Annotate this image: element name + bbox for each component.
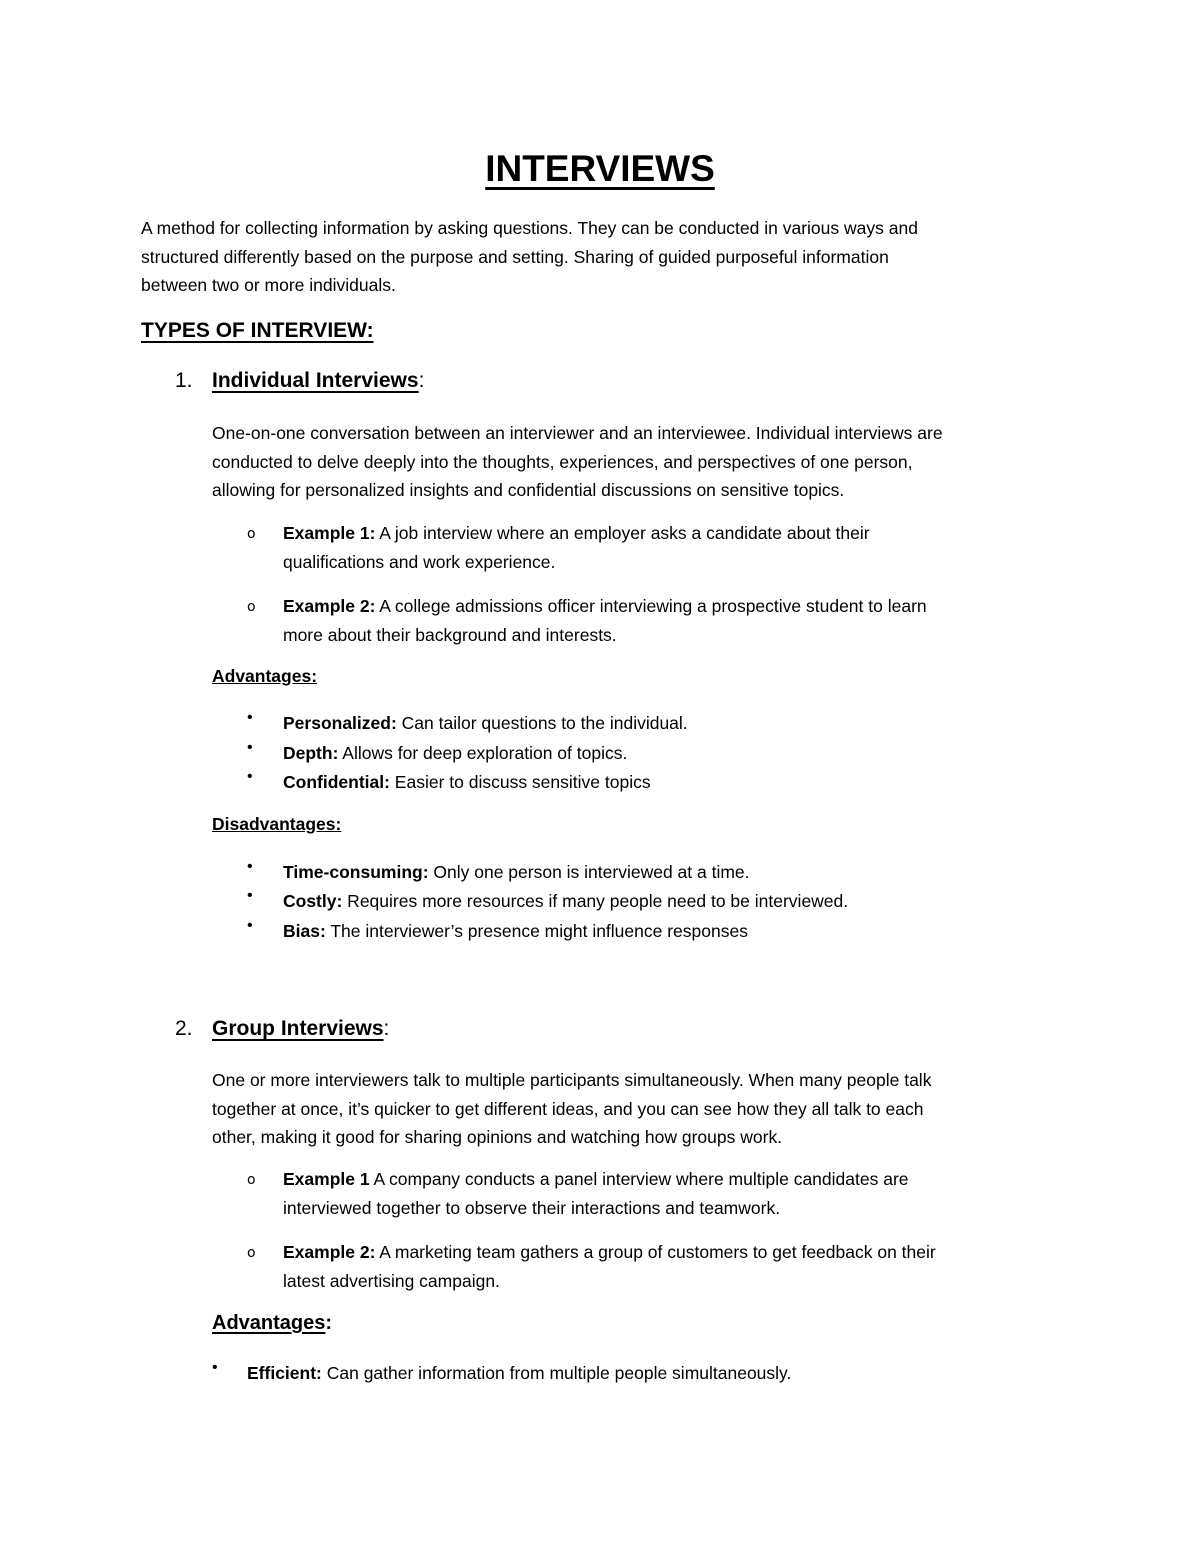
description-line: One or more interviewers talk to multiple participants simultaneously. When many people talk xyxy=(212,1070,932,1090)
intro-paragraph xyxy=(141,214,918,300)
bullet: • xyxy=(247,887,253,904)
advantages-heading: Advantages: xyxy=(212,666,318,686)
disadvantage-item: Costly: Requires more resources if many people need to be interviewed. xyxy=(283,891,849,911)
group-description xyxy=(212,1066,931,1152)
group-advantages-heading: Advantages: xyxy=(212,1312,333,1334)
example-marker: o xyxy=(247,1245,256,1261)
example-item xyxy=(283,519,870,576)
example-text: qualifications and work experience. xyxy=(283,551,556,572)
disadvantage-item: Bias: The interviewer’s presence might influence responses xyxy=(283,921,748,941)
example-text: latest advertising campaign. xyxy=(283,1270,500,1291)
bullet: • xyxy=(247,917,253,934)
bullet: • xyxy=(247,709,253,726)
types-heading: TYPES OF INTERVIEW: xyxy=(141,319,374,342)
advantage-item: Efficient: Can gather information from multiple people simultaneously. xyxy=(247,1363,792,1383)
bullet: • xyxy=(247,858,253,875)
advantage-item: Personalized: Can tailor questions to the individual. xyxy=(283,713,688,733)
individual-heading: Individual Interviews xyxy=(212,369,419,392)
example-marker: o xyxy=(247,526,256,542)
example-label: Example 1: xyxy=(283,523,376,543)
example-text: A job interview where an employer asks a candidate about their xyxy=(375,523,870,543)
individual-description xyxy=(212,419,943,505)
intro-line: structured differently based on the purpose and setting. Sharing of guided purposeful information xyxy=(141,246,889,267)
example-item xyxy=(283,1238,936,1295)
disadvantages-heading: Disadvantages: xyxy=(212,814,342,834)
advantage-item: Depth: Allows for deep exploration of topics. xyxy=(283,743,628,763)
description-line: allowing for personalized insights and confidential discussions on sensitive topics. xyxy=(212,480,845,500)
bullet: • xyxy=(247,739,253,756)
section-heading xyxy=(212,1017,389,1041)
example-text: more about their background and interests. xyxy=(283,624,617,645)
example-label: Example 2: xyxy=(283,1242,376,1262)
example-label: Example 1 xyxy=(283,1169,370,1189)
disadvantage-item: Time-consuming: Only one person is interviewed at a time. xyxy=(283,862,750,882)
description-line: One-on-one conversation between an interviewer and an interviewee. Individual interviews are xyxy=(212,423,943,443)
page-title: INTERVIEWS xyxy=(485,148,715,189)
heading-colon: : xyxy=(418,369,425,392)
description-line: other, making it good for sharing opinions and watching how groups work. xyxy=(212,1127,783,1147)
description-line: conducted to delve deeply into the thoughts, experiences, and perspectives of one person, xyxy=(212,451,913,472)
example-text: A college admissions officer interviewing a prospective student to learn xyxy=(375,596,927,616)
group-heading: Group Interviews xyxy=(212,1017,384,1040)
example-item xyxy=(283,1165,909,1222)
example-label: Example 2: xyxy=(283,596,376,616)
example-marker: o xyxy=(247,1172,256,1188)
bullet: • xyxy=(212,1359,218,1376)
example-text: A company conducts a panel interview where multiple candidates are xyxy=(369,1169,909,1189)
heading-colon: : xyxy=(383,1017,390,1040)
bullet: • xyxy=(247,768,253,785)
example-text: interviewed together to observe their interactions and teamwork. xyxy=(283,1197,781,1218)
example-item xyxy=(283,592,927,649)
section-heading xyxy=(212,369,424,393)
example-text: A marketing team gathers a group of customers to get feedback on their xyxy=(375,1242,936,1262)
section-number: 1. xyxy=(175,369,193,392)
intro-line: A method for collecting information by asking questions. They can be conducted in various ways and xyxy=(141,218,918,238)
example-marker: o xyxy=(247,599,256,615)
advantage-item: Confidential: Easier to discuss sensitive topics xyxy=(283,772,651,792)
description-line: together at once, it’s quicker to get different ideas, and you can see how they all talk to each xyxy=(212,1098,924,1119)
section-number: 2. xyxy=(175,1017,193,1040)
intro-line: between two or more individuals. xyxy=(141,275,396,295)
